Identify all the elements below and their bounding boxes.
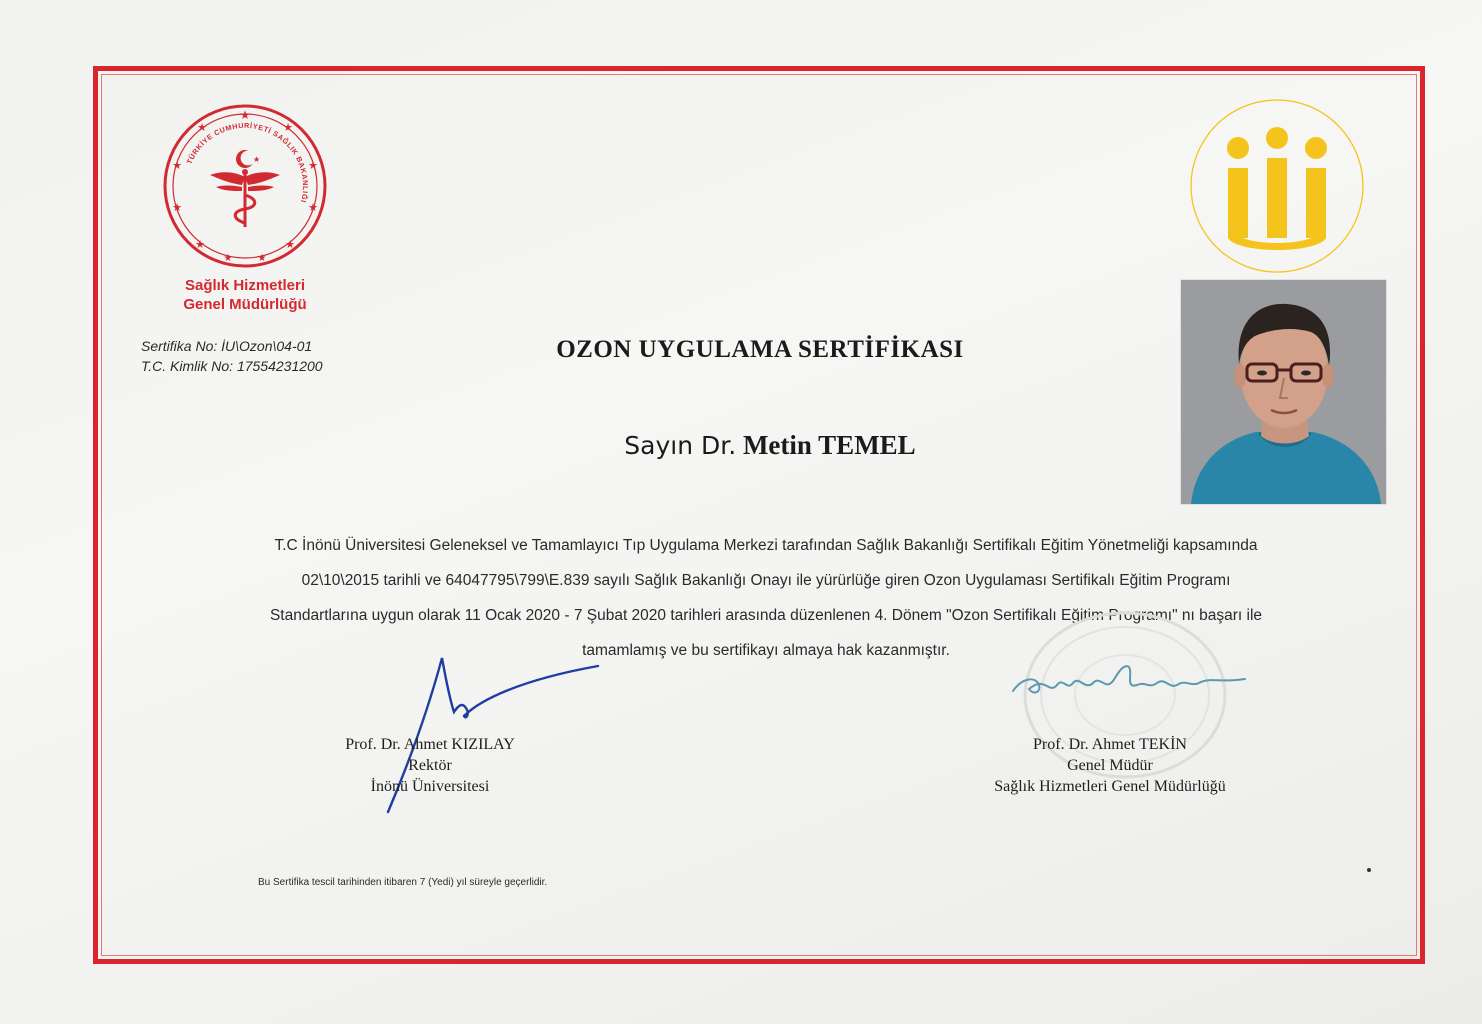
signatory-right — [940, 734, 1280, 797]
signatory-left-role: Rektör — [408, 757, 452, 774]
ministry-name — [150, 276, 340, 314]
svg-text:★: ★ — [308, 201, 318, 214]
svg-text:★: ★ — [253, 155, 261, 164]
tc-kimlik-number: T.C. Kimlik No: 17554231200 — [141, 358, 323, 374]
signatory-right-name: Prof. Dr. Ahmet TEKİN — [1033, 736, 1187, 753]
recipient-name: Metin TEMEL — [742, 430, 916, 460]
svg-text:★: ★ — [285, 238, 295, 251]
svg-text:★: ★ — [283, 121, 293, 134]
right-signature-icon — [1005, 655, 1265, 715]
ministry-name-line1: Sağlık Hizmetleri — [184, 277, 306, 294]
portrait-photo — [1181, 280, 1386, 504]
svg-text:★: ★ — [308, 159, 318, 172]
svg-text:★: ★ — [239, 108, 251, 122]
validity-footnote: Bu Sertifika tescil tarihinden itibaren 7 (Yedi) yıl süreyle geçerlidir. — [258, 877, 548, 888]
svg-text:★: ★ — [172, 159, 182, 172]
ink-dot — [1367, 868, 1371, 872]
svg-text:★: ★ — [195, 238, 205, 251]
signatory-right-role: Genel Müdür — [1067, 757, 1153, 774]
svg-text:★: ★ — [172, 201, 182, 214]
signatory-left-org: İnönü Üniversitesi — [370, 778, 490, 795]
ministry-seal-icon — [162, 103, 328, 269]
signatory-left-name: Prof. Dr. Ahmet KIZILAY — [345, 736, 515, 753]
certificate-title: OZON UYGULAMA SERTİFİKASI — [556, 336, 964, 363]
recipient-prefix: Sayın Dr. — [624, 431, 737, 460]
signatory-right-org: Sağlık Hizmetleri Genel Müdürlüğü — [994, 778, 1226, 795]
svg-text:TÜRKİYE CUMHURİYETİ SAĞLIK BAK: TÜRKİYE CUMHURİYETİ SAĞLIK BAKANLIĞI — [184, 120, 311, 204]
svg-text:★: ★ — [197, 121, 207, 134]
certificate-meta — [141, 336, 323, 376]
body-line-1: T.C İnönü Üniversitesi Geleneksel ve Tamamlayıcı Tıp Uygulama Merkezi tarafından Sağlık Bakanlığı Sertifikalı Eğitim Yönetmeliği kapsamında — [274, 537, 1258, 554]
body-line-2: 02\10\2015 tarihli ve 64047795\799\E.839 sayılı Sağlık Bakanlığı Onayı ile yürürlüğe giren Ozon Uygulaması Sertifikalı Eğitim Programı — [301, 572, 1231, 589]
portrait-image — [1181, 280, 1386, 504]
university-logo-icon — [1188, 98, 1366, 274]
ministry-name-line2: Genel Müdürlüğü — [183, 296, 307, 313]
svg-text:★: ★ — [223, 253, 233, 264]
svg-text:★: ★ — [257, 253, 267, 264]
body-line-4: tamamlamış ve bu sertifikayı almaya hak kazanmıştır. — [582, 642, 950, 659]
recipient — [420, 430, 1120, 461]
signatory-left — [300, 734, 560, 797]
certificate-number: Sertifika No: İU\Ozon\04-01 — [141, 338, 313, 354]
body-line-3: Standartlarına uygun olarak 11 Ocak 2020 - 7 Şubat 2020 tarihleri arasında düzenlenen 4. Dönem "Ozon Sertifikalı Eğitim Programı" nı başarı ile — [269, 607, 1263, 624]
